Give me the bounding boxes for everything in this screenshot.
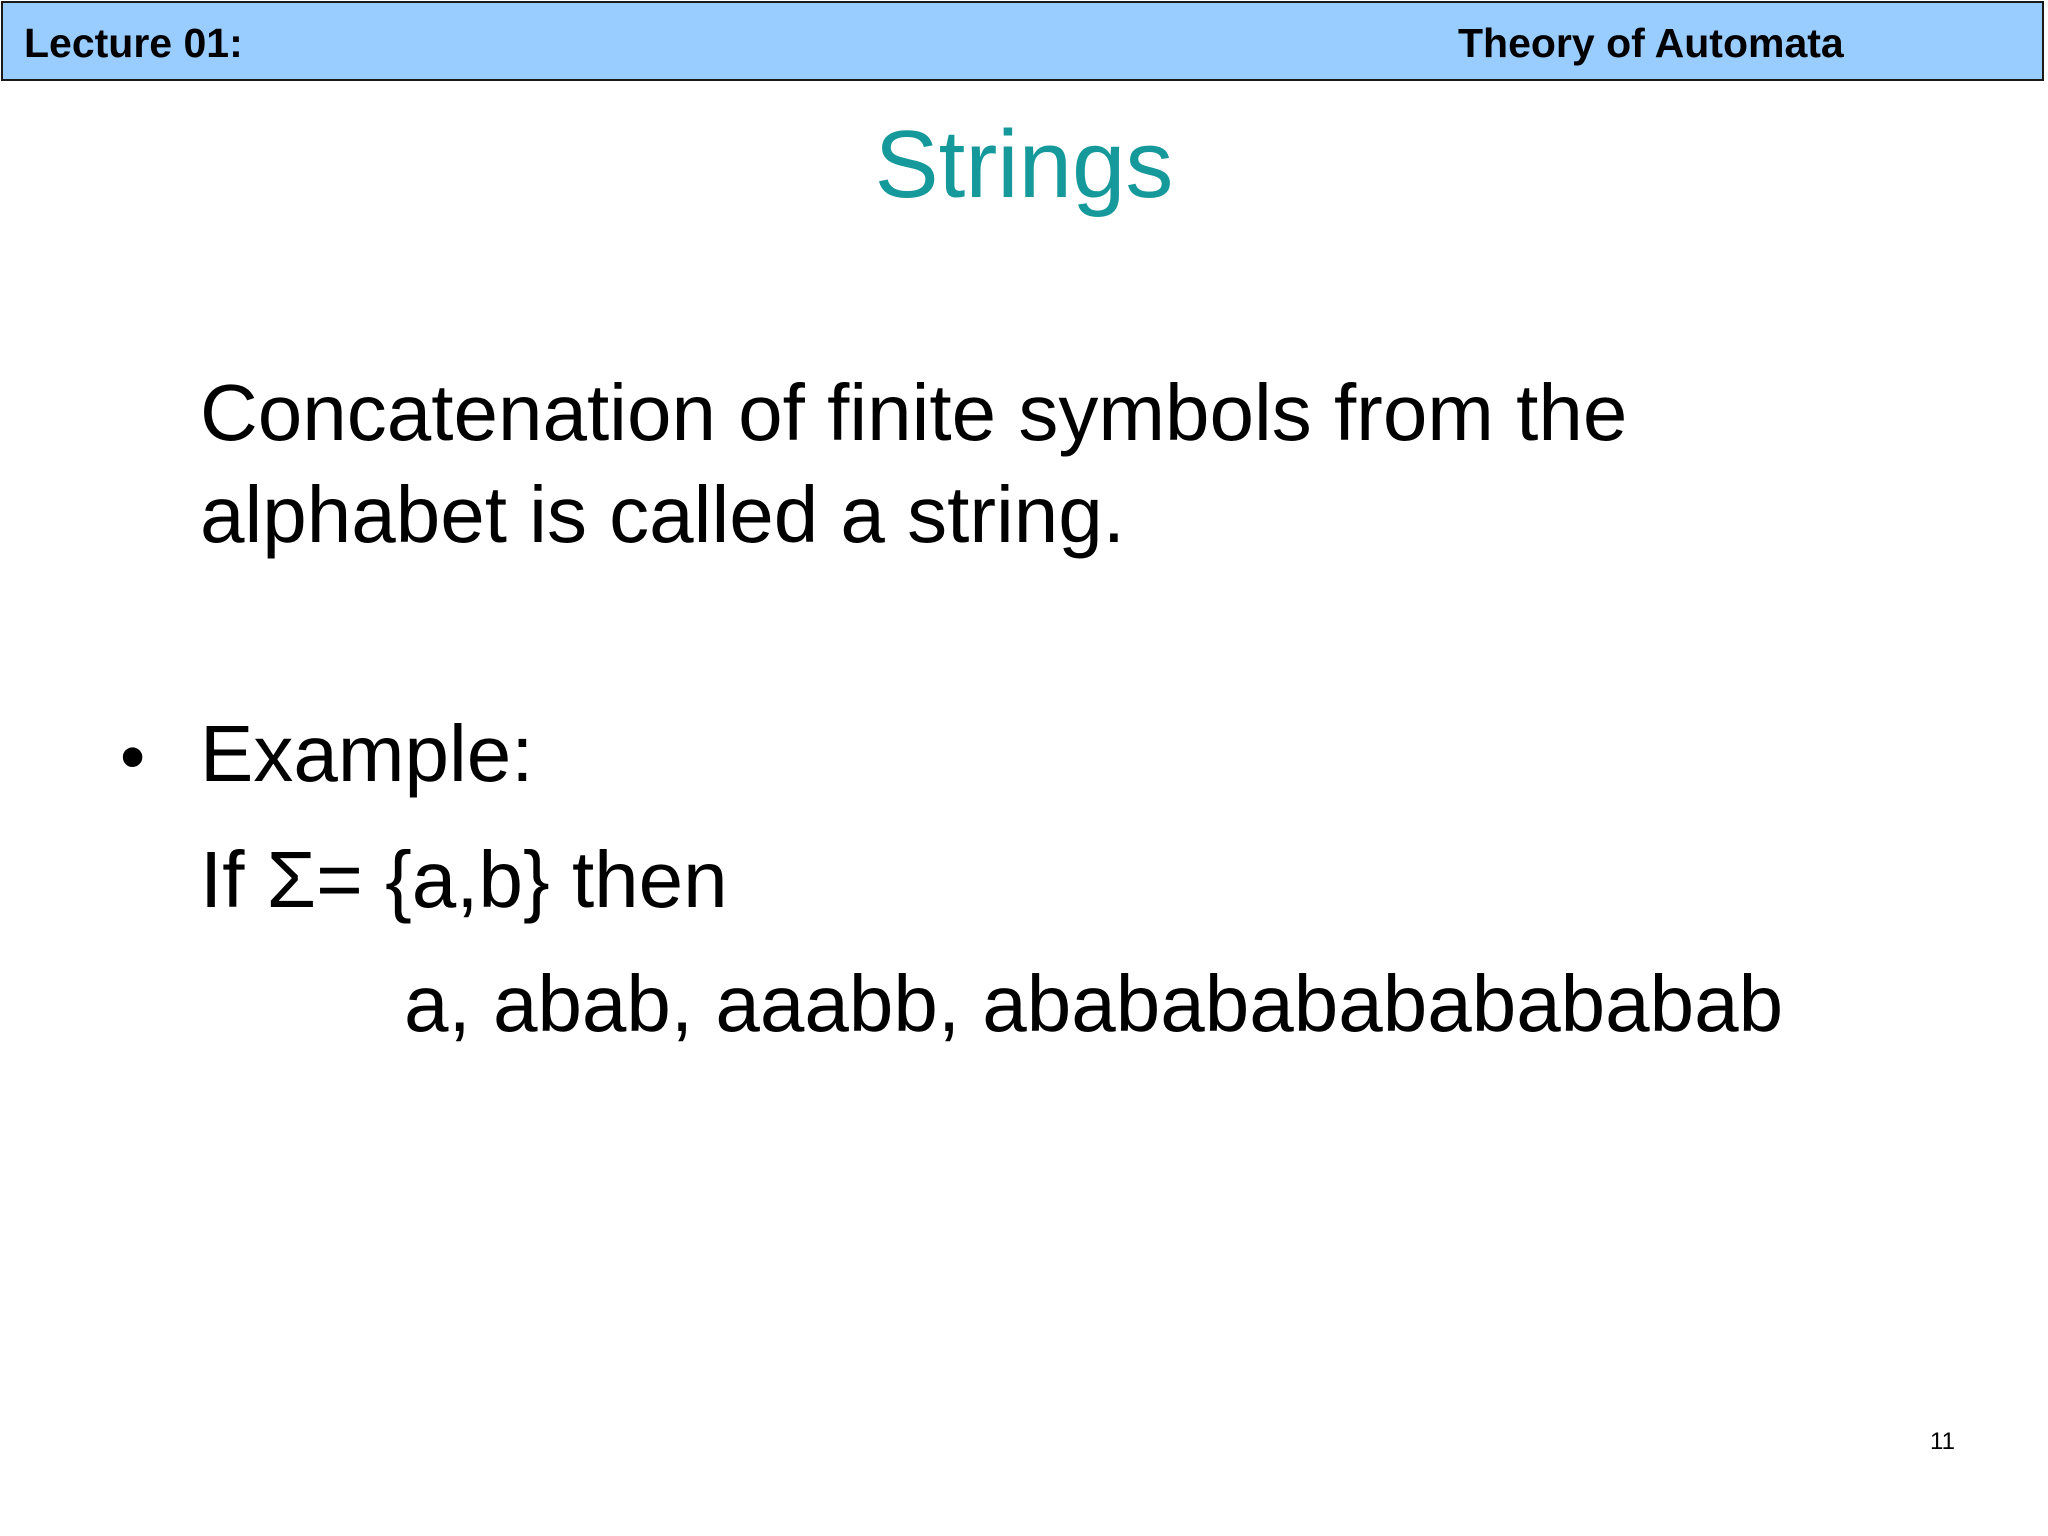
bullet-icon: • (120, 717, 146, 797)
definition-text (200, 362, 1960, 566)
header-bar (1, 1, 2044, 81)
slide-title: Strings (874, 111, 1174, 218)
definition-line-1: Concatenation of finite symbols from the (200, 368, 1628, 457)
example-strings: a, abab, aaabb, ababababababababab (404, 959, 1784, 1048)
lecture-label: Lecture 01: (24, 20, 243, 66)
page-number: 11 (1930, 1428, 1955, 1455)
course-title: Theory of Automata (1458, 20, 1844, 66)
example-bullet (120, 710, 533, 798)
example-label: Example: (200, 709, 534, 798)
definition-line-2: alphabet is called a string. (200, 470, 1125, 559)
example-condition: If Σ= {a,b} then (200, 835, 728, 924)
